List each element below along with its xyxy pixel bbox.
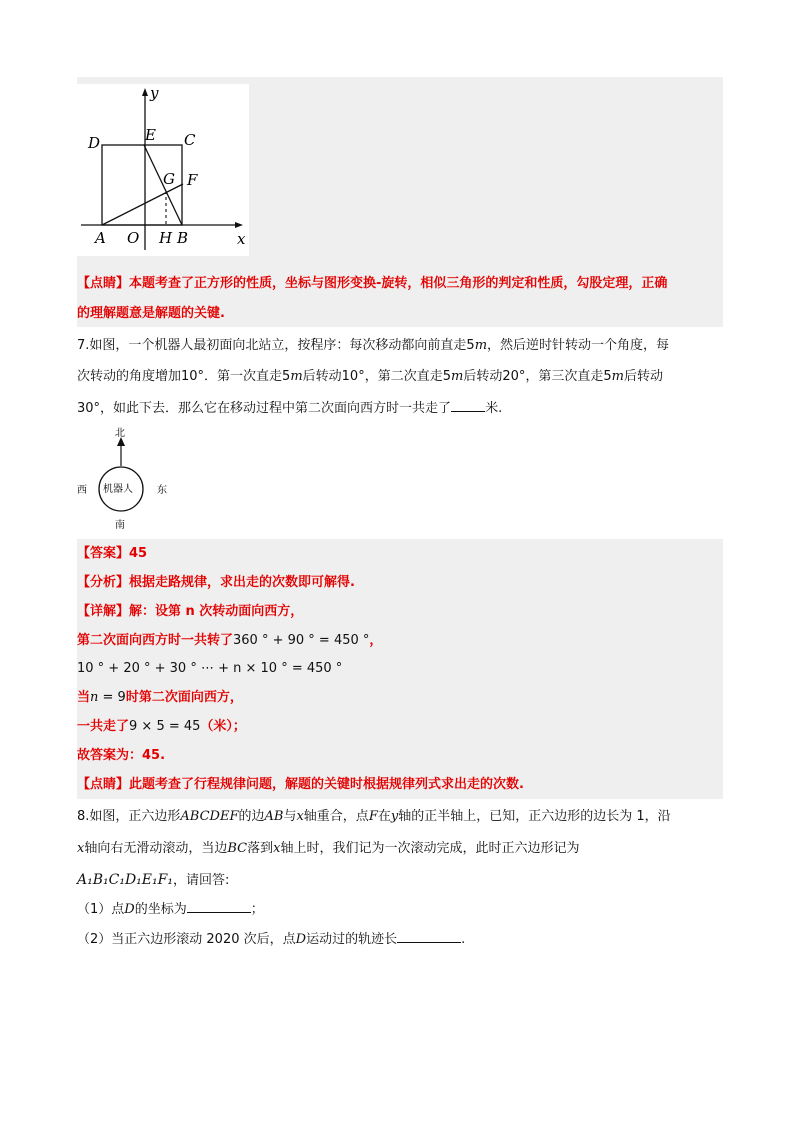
geometry-figure-square <box>77 84 249 256</box>
robot-center-label: 机器人 <box>103 484 133 495</box>
q8-part1-blank <box>187 900 251 913</box>
q7-line1: 7.如图，一个机器人最初面向北站立，按程序：每次移动都向前直走5m，然后逆时针转动一个角度，每 <box>77 338 670 353</box>
q7-solution-line8: 故答案为：45. <box>77 748 166 763</box>
q7-line2: 次转动的角度增加10°．第一次直走5m后转动10°，第二次直走5m后转动20°，第三次直走5m后转动 <box>77 369 663 384</box>
label-f: F <box>187 171 198 189</box>
robot-west-label: 西 <box>77 485 87 496</box>
q7-detail: 【详解】解：设第 n 次转动面向西方， <box>77 604 304 619</box>
robot-east-label: 东 <box>157 485 167 496</box>
q6-comment-line1: 【点睛】本题考查了正方形的性质，坐标与图形变换-旋转，相似三角形的判定和性质，勾股定理，正确 <box>77 276 668 291</box>
q7-answer-blank <box>451 399 485 412</box>
q7-solution-line7: 一共走了9 × 5 = 45（米）； <box>77 719 246 734</box>
label-a: A <box>95 229 106 247</box>
q7-answer: 【答案】45 <box>77 546 148 561</box>
q7-analysis: 【分析】根据走路规律，求出走的次数即可解得. <box>77 575 355 590</box>
label-b: B <box>177 229 189 247</box>
robot-north-label: 北 <box>115 428 125 439</box>
q7-solution-line6: 当n = 9时第二次面向西方， <box>77 690 243 705</box>
label-c: C <box>184 131 196 149</box>
q8-part2: （2）当正六边形滚动 2020 次后，点D运动过的轨迹长 . <box>77 932 466 947</box>
label-y: y <box>150 84 159 102</box>
q8-line1: 8.如图，正六边形ABCDEF的边AB与x轴重合，点F在y轴的正半轴上，已知，正六边形的边长为 1，沿 <box>77 809 671 824</box>
q8-part2-blank <box>397 930 461 943</box>
label-x: x <box>237 230 246 248</box>
label-d: D <box>88 134 101 152</box>
q7-line3: 30°，如此下去．那么它在移动过程中第二次面向西方时一共走了 米. <box>77 401 503 416</box>
q7-solution-line4: 第二次面向西方时一共转了360 ° + 90 ° = 450 °， <box>77 633 383 648</box>
q7-comment: 【点睛】此题考查了行程规律问题，解题的关键时根据规律列式求出走的次数. <box>77 777 524 792</box>
robot-direction-figure <box>77 426 187 534</box>
label-o: O <box>127 229 140 247</box>
robot-south-label: 南 <box>115 520 125 531</box>
label-g: G <box>163 170 175 188</box>
q7-solution-line5: 10 ° + 20 ° + 30 ° ⋯ + n × 10 ° = 450 ° <box>77 661 343 676</box>
q8-line3: A₁B₁C₁D₁E₁F₁，请回答: <box>77 872 230 888</box>
label-e: E <box>145 126 156 144</box>
q8-line2: x轴向右无滑动滚动，当边BC落到x轴上时，我们记为一次滚动完成，此时正六边形记为 <box>77 841 580 856</box>
label-h: H <box>159 229 173 247</box>
q6-comment-line2: 的理解题意是解题的关键. <box>77 306 225 321</box>
q8-part1: （1）点D的坐标为 ； <box>77 902 264 917</box>
